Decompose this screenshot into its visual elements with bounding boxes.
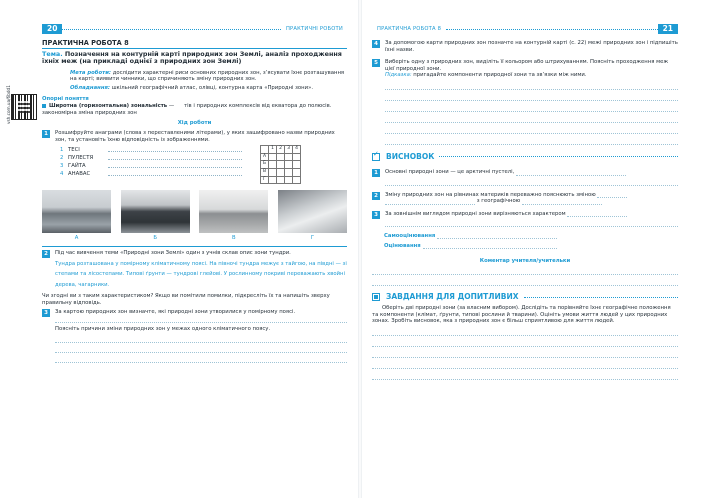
task-3-explain: Поясніть причини зміни природних зон у межах одного кліматичного поясу. (55, 326, 271, 333)
grid-row-header: А (261, 153, 269, 161)
photo-caption: Г (310, 235, 315, 242)
anagram-number: 1 (60, 146, 64, 153)
inquisitive-text: Оберіть дві природні зони (за власним вибором). Дослідіть та порівняйте їхнє географічне положення та компоненти (клімат, ґрунти, типові рослини й тварини). Оцініть умови життя людей у цих природних зонах. Зробіть висновок, яка з природних зон є більш сприятливою для життя людей. (372, 305, 671, 325)
right-header (372, 25, 678, 33)
assessment-label: Оцінювання (384, 242, 421, 249)
answer-line[interactable] (385, 90, 678, 101)
anagrams-block (42, 145, 347, 184)
task-number: 1 (42, 130, 50, 138)
checkbox-icon (372, 153, 380, 161)
photo-b (121, 190, 190, 233)
header-divider (439, 156, 678, 157)
anagram-item[interactable] (60, 161, 242, 169)
answer-line[interactable] (372, 275, 678, 286)
grid-col-header: 1 (269, 146, 277, 154)
answer-line[interactable] (108, 151, 242, 152)
inquisitive-title: ЗАВДАННЯ ДЛЯ ДОПИТЛИВИХ (386, 291, 519, 301)
grid-row-header: Г (261, 176, 269, 184)
task-1 (42, 130, 347, 143)
task-number: 3 (372, 211, 380, 219)
task-text (385, 59, 678, 79)
grid-cell[interactable] (293, 168, 301, 176)
term-row (42, 103, 347, 116)
self-eval-label: Самооцінювання (384, 233, 436, 240)
page-number: 21 (658, 24, 678, 34)
anagram-word: АНАВАС (68, 170, 91, 177)
grid-row-header: Б (261, 161, 269, 169)
equipment-label: Обладнання: (70, 84, 111, 91)
qr-link-text: vsh.com.ua/6bdd1 (6, 85, 11, 124)
answer-line[interactable] (522, 199, 602, 205)
answer-line[interactable] (385, 123, 678, 134)
anagram-number: 2 (60, 154, 64, 161)
grid-cell[interactable] (293, 153, 301, 161)
header-divider (446, 29, 657, 30)
answer-line[interactable] (385, 134, 678, 145)
topic (42, 51, 347, 66)
anagram-item[interactable] (60, 145, 242, 153)
task-2 (42, 250, 347, 258)
grid-cell[interactable] (277, 176, 285, 184)
left-header (42, 25, 348, 33)
task-2-question: Чи згодні ви з таким характеристиком? Якщо ви помітили помилки, підкресліть їх та напишіть зверху правильну відповідь. (42, 293, 330, 306)
answer-line[interactable] (55, 333, 347, 343)
task-3 (42, 309, 347, 317)
conclusion-body (385, 211, 678, 228)
answer-line[interactable] (423, 248, 557, 249)
grid-cell[interactable] (293, 176, 301, 184)
self-evaluation (384, 233, 678, 240)
left-content (6, 39, 347, 363)
grid-cell[interactable] (293, 161, 301, 169)
answer-line[interactable] (372, 264, 678, 275)
conclusion-header (372, 153, 678, 161)
anagram-item[interactable] (60, 169, 242, 177)
answer-line[interactable] (108, 167, 242, 168)
task-5 (372, 59, 678, 79)
evaluation (384, 243, 678, 250)
grid-row-header: В (261, 168, 269, 176)
answer-line[interactable] (385, 176, 678, 186)
conclusion-text: Зміну природних зон на рівнинах материків переважно пояснюють зміною (385, 191, 596, 198)
hint-label: Підказка: (385, 72, 412, 79)
goal (70, 70, 347, 83)
zone-photos (42, 190, 347, 233)
qr-code-icon[interactable] (11, 94, 37, 120)
answer-line[interactable] (597, 192, 627, 198)
answer-line[interactable] (372, 325, 678, 336)
task-number: 3 (42, 309, 50, 317)
grid-cell[interactable] (285, 161, 293, 169)
topic-text: Позначення на контурній карті природних зон Землі, аналіз проходження їхніх меж (на прикладі однієї з природних зон Землі) (42, 49, 342, 66)
photo-captions (42, 235, 347, 242)
right-content (372, 40, 678, 380)
anagram-list (42, 145, 242, 184)
tundra-description: Тундра розташована у помірному кліматичному поясі. На півночі тундра межує з тайгою, на півдні — зі степами та лісостепами. Типові ґрунти — тундрові глейові. У рослинному покриві переважають хвойні дерева, чагарники. (55, 260, 347, 288)
task-4 (372, 40, 678, 53)
anagram-number: 3 (60, 162, 64, 169)
task-text: Розшифруйте анаграми (слова з переставленими літерами), у яких зашифровано назви природних зон, та установіть їхню відповідність із зображеннями. (55, 129, 335, 143)
task-text: За картою природних зон визначте, які природні зони утворилися у помірному поясі. (55, 309, 296, 316)
term-name: Широтна (горизонтальна) зональність (49, 103, 168, 110)
page-number: 20 (42, 24, 62, 34)
running-title: ПРАКТИЧНА РОБОТА 8 (377, 26, 442, 32)
goal-label: Мета роботи: (70, 69, 112, 76)
photo-a (42, 190, 111, 233)
practical-work-title: ПРАКТИЧНА РОБОТА 8 (42, 40, 347, 49)
conclusion-text: Основні природні зони — це арктичні пустелі, (385, 168, 515, 175)
answer-line[interactable] (55, 343, 347, 353)
answer-line[interactable] (385, 101, 678, 112)
photo-caption: А (74, 235, 79, 242)
grid-cell[interactable] (269, 161, 277, 169)
photo-caption: В (231, 235, 236, 242)
grid-cell[interactable] (285, 153, 293, 161)
answer-line[interactable] (372, 369, 678, 380)
grid-col-header: 2 (277, 146, 285, 154)
answer-line[interactable] (372, 336, 678, 347)
photo-c (199, 190, 268, 233)
answer-line[interactable] (437, 238, 557, 239)
square-icon (372, 293, 380, 301)
term-left (42, 103, 180, 116)
equipment (70, 85, 347, 92)
section-divider (42, 246, 347, 247)
conclusion-2 (372, 192, 678, 205)
answer-line[interactable] (385, 79, 678, 90)
answer-line[interactable] (516, 170, 626, 176)
term-def-a: — закономірна зміна природних зон (42, 103, 175, 116)
photo-d (278, 190, 347, 233)
bullet-square-icon (42, 104, 46, 108)
conclusion-1 (372, 169, 678, 186)
equipment-text: шкільний географічний атлас, олівці, контурна карта «Природні зони». (111, 84, 314, 91)
conclusion-text: За зовнішнім виглядом природні зони вирізняються характером (385, 210, 566, 217)
answer-line[interactable] (385, 217, 678, 227)
conclusion-3 (372, 211, 678, 228)
task-number: 4 (372, 40, 380, 48)
grid-col-header: 3 (285, 146, 293, 154)
conclusion-body (385, 192, 678, 205)
term-def-b: тів і природних комплексів від екватора до полюсів. (184, 103, 332, 110)
conclusion-tail: з географічною (476, 198, 521, 205)
task-number: 2 (42, 250, 50, 258)
task-number: 5 (372, 59, 380, 67)
teacher-comment-title: Коментар учителя/учительки (479, 257, 571, 264)
task-number: 1 (372, 169, 380, 177)
conclusion-title: ВИСНОВОК (386, 151, 435, 161)
grid-col-header: 4 (293, 146, 301, 154)
grid-cell[interactable] (269, 153, 277, 161)
goal-text: дослідити характерні риси основних природних зон, з’ясувати їхнє розташування на карті; виявити чинники, що спричиняють зміну природних зон. (70, 69, 345, 83)
grid-cell[interactable] (269, 168, 277, 176)
answer-line[interactable] (108, 175, 242, 176)
answer-line[interactable] (372, 347, 678, 358)
anagram-word: ТЕСІ (68, 146, 80, 153)
answer-line[interactable] (55, 353, 347, 363)
grid-cell[interactable] (277, 168, 285, 176)
answer-line[interactable] (385, 199, 475, 205)
task-text: Під час вивчення теми «Природні зони Землі» один з учнів склав опис зони тундри. (55, 249, 291, 256)
anagram-word: ПУЛЕСТЯ (68, 154, 94, 161)
anagram-item[interactable] (60, 153, 242, 161)
running-title: ПРАКТИЧНІ РОБОТИ (285, 26, 343, 32)
inquisitive-header (372, 293, 678, 301)
grid-cell[interactable] (269, 176, 277, 184)
answer-line[interactable] (108, 159, 242, 160)
grid-cell[interactable] (277, 161, 285, 169)
answer-line[interactable] (372, 358, 678, 369)
anagram-word: ГАЙТА (68, 162, 86, 169)
book-gutter (358, 0, 362, 498)
header-divider (62, 29, 281, 30)
answer-line[interactable] (385, 112, 678, 123)
matching-grid[interactable] (260, 145, 301, 184)
photo-caption: Б (153, 235, 157, 242)
header-divider (524, 297, 678, 298)
basic-terms-title: Опорні поняття (42, 95, 89, 102)
anagram-number: 4 (60, 170, 64, 177)
grid-cell[interactable] (285, 176, 293, 184)
task-number: 2 (372, 192, 380, 200)
answer-line[interactable] (567, 211, 627, 217)
grid-cell[interactable] (285, 168, 293, 176)
procedure-title: Хід роботи (177, 120, 212, 127)
conclusion-body (385, 169, 678, 186)
task-5-text: Виберіть одну з природних зон, виділіть її кольором або штрихуванням. Поясніть проходження меж цієї природної зони. (385, 59, 669, 72)
hint-text: пригадайте компоненти природної зони та зв’язки між ними. (411, 72, 587, 79)
answer-line[interactable] (55, 317, 347, 323)
topic-label: Тема. (42, 49, 63, 58)
task-text: За допомогою карти природних зон позначте на контурній карті (с. 22) межі природних зон і підпишіть їхні назви. (385, 40, 678, 53)
grid-cell[interactable] (277, 153, 285, 161)
